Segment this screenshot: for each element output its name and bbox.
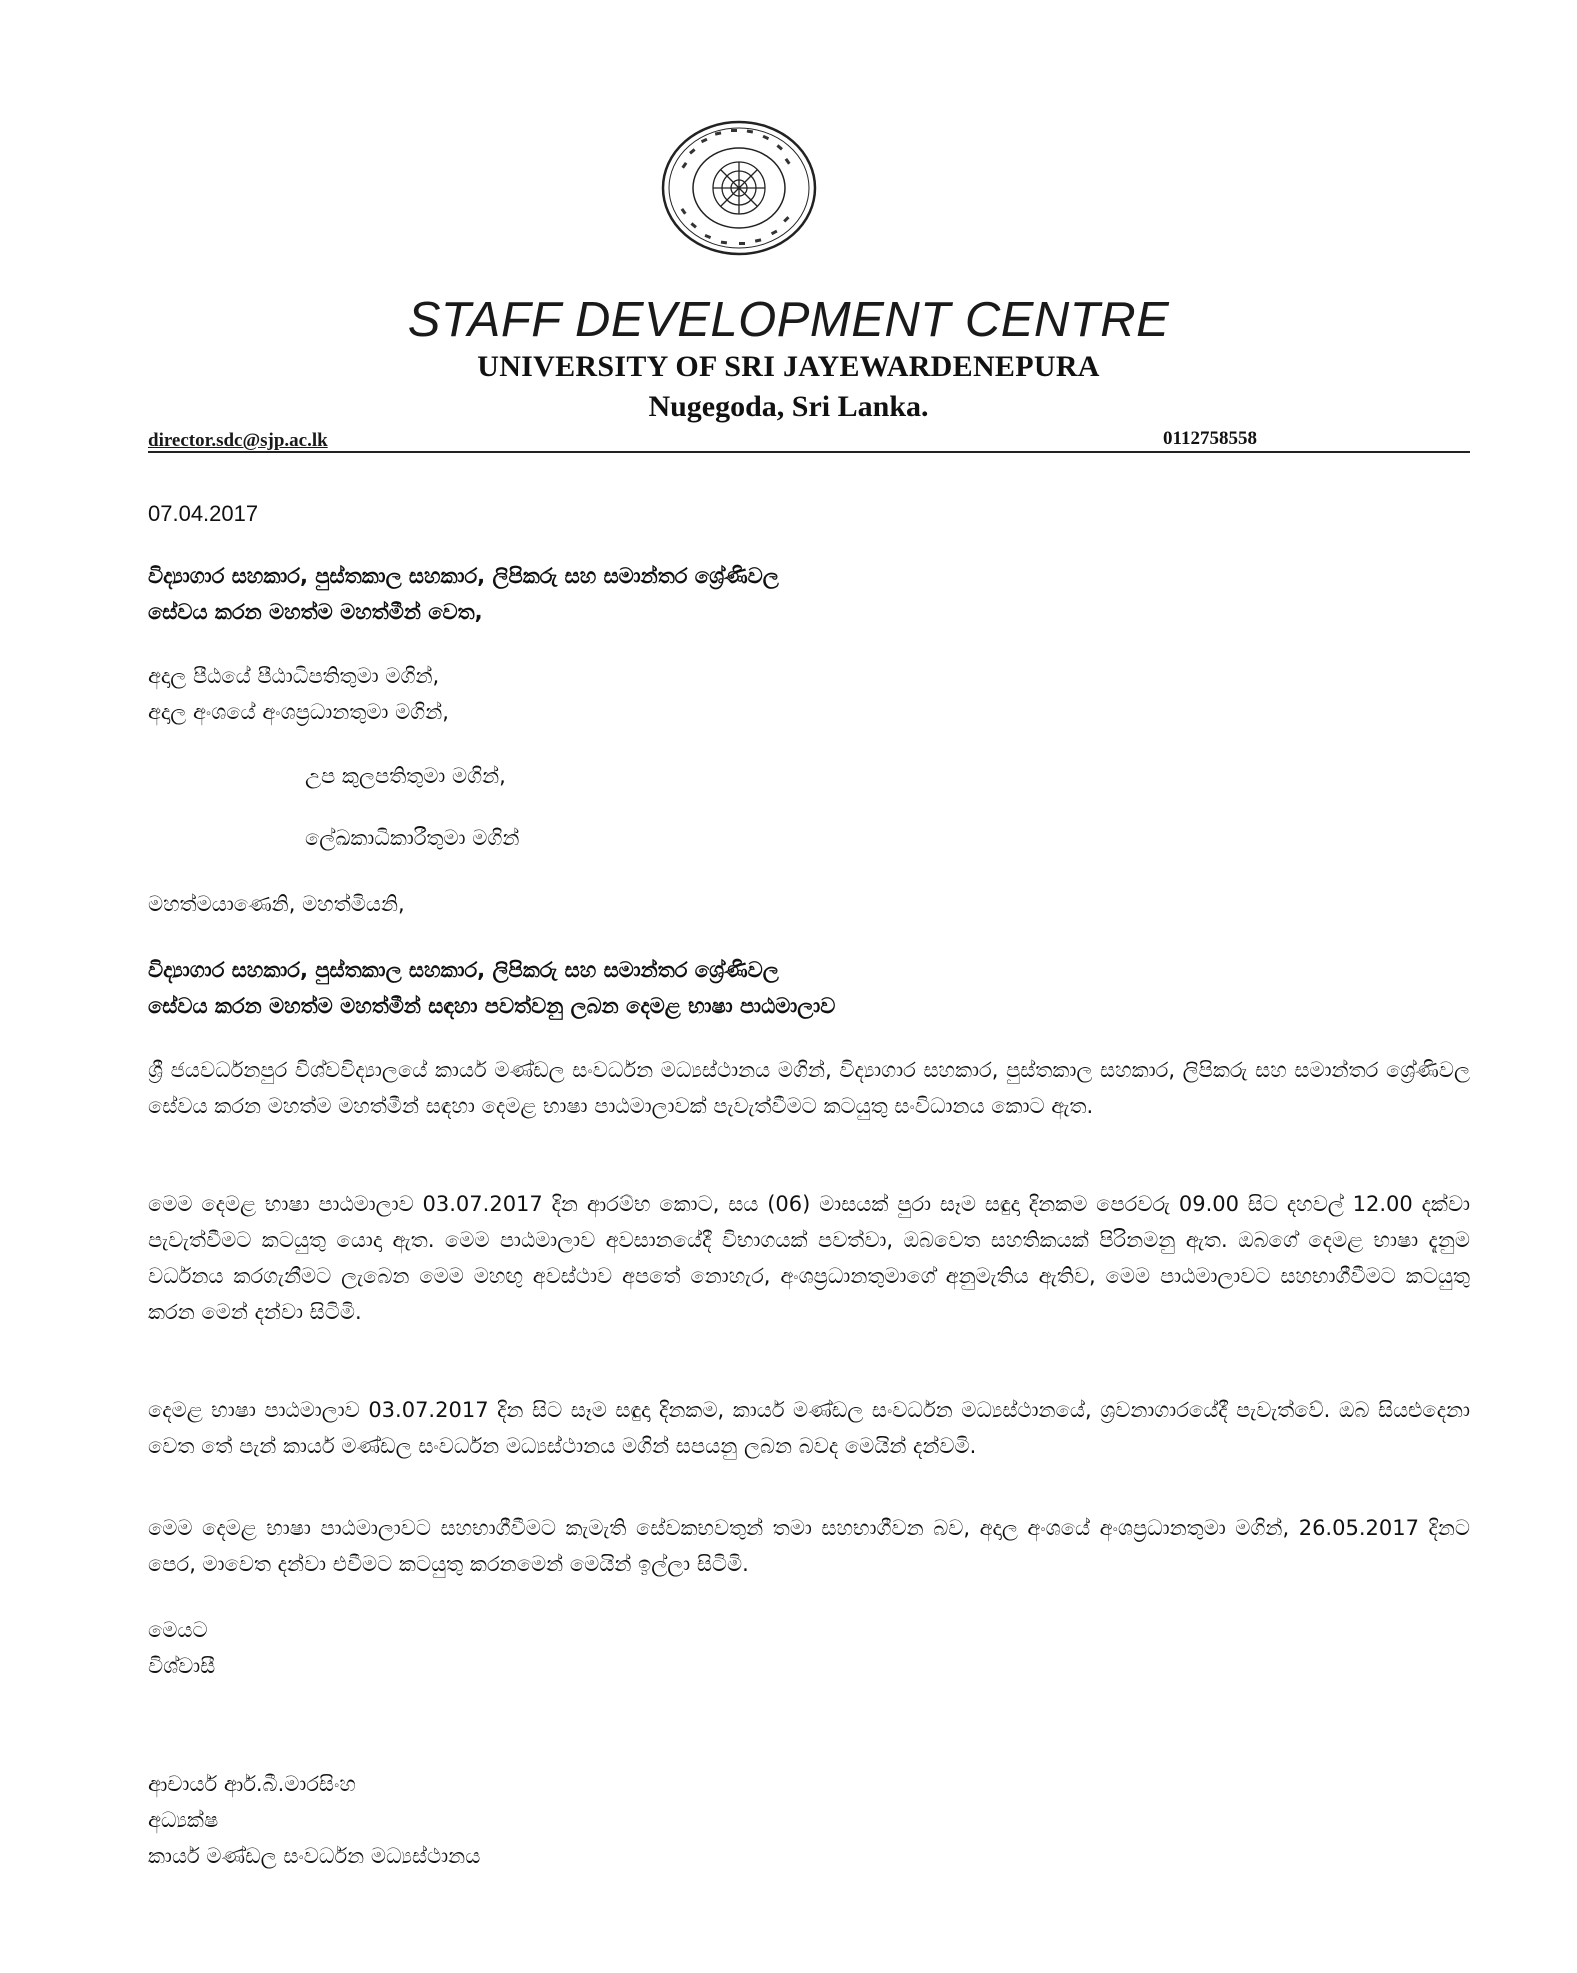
university-location: Nugegoda, Sri Lanka. — [648, 390, 929, 423]
header-divider — [148, 451, 1470, 453]
via-head-of-department: අදාල අංශයේ අංශප්‍රධානතුමා මගින්, — [148, 700, 449, 724]
closing-line-1: මෙයට — [148, 1618, 208, 1642]
via-dean: අදාල පීඨයේ පීඨාධිපතිතුමා මගින්, — [148, 664, 440, 688]
via-registrar: ලේඛකාධිකාරීතුමා මගින් — [305, 826, 520, 850]
body-paragraph-2: මෙම දෙමළ භාෂා පාඨමාලාව 03.07.2017 දින ආරම්භ කොට, සය (06) මාසයක් පුරා සෑම සඳුදා දිනකම පෙරවරු 09.00 සිට දහවල් 12.00 දක්වා පැවැත්වීමට කටයුතු යොදා ඇත. මෙම පාඨමාලාව අවසානයේදී විභාගයක් පවත්වා, ඔබවෙත සහතිකයක් පිරිනමනු ඇත. ඔබගේ දෙමළ භාෂා දැනුම වර්ධනය කරගැනීමට ලැබෙන මෙම මහඟු අවස්ථාව අපතේ නොහැර, අංශප්‍රධානතුමාගේ අනුමැතිය ඇතිව, මෙම පාඨමාලාවට සහභාගීවීමට කටයුතු කරන මෙන් දන්වා සිටිමි. — [148, 1192, 1470, 1324]
email-link[interactable]: director.sdc@sjp.ac.lk — [148, 430, 328, 451]
addressee-line-1: විද්‍යාගාර සහකාර, පුස්තකාල සහකාර, ලිපිකරු සහ සමාන්තර ශ්‍රේණිවල — [148, 564, 779, 588]
letter-date: 07.04.2017 — [148, 501, 259, 526]
signatory-title: අධ්‍යක්ෂ — [148, 1808, 219, 1832]
body-paragraph-4: මෙම දෙමළ භාෂා පාඨමාලාවට සහභාගීවීමට කැමැති සේවකභවතුන් තමා සහභාගීවන බව, අදාල අංශයේ අංශප්‍රධානතුමා මගින්, 26.05.2017 දිනට පෙර, මාවෙත දන්වා එවීමට කටයුතු කරනමෙන් මෙයින් ඉල්ලා සිටිමි. — [148, 1516, 1470, 1576]
addressee-line-2: සේවය කරන මහත්ම මහත්මීන් වෙත, — [148, 600, 483, 624]
subject-line-1: විද්‍යාගාර සහකාර, පුස්තකාල සහකාර, ලිපිකරු සහ සමාන්තර ශ්‍රේණිවල — [148, 958, 779, 982]
signatory-office: කාර්ය මණ්ඩල සංවර්ධන මධ්‍යස්ථානය — [148, 1844, 481, 1868]
university-seal-logo — [659, 118, 819, 258]
subject-line-2: සේවය කරන මහත්ම මහත්මීන් සඳහා පවත්වනු ලබන දෙමළ භාෂා පාඨමාලාව — [148, 994, 836, 1018]
body-paragraph-3: දෙමළ භාෂා පාඨමාලාව 03.07.2017 දින සිට සෑම සඳුදා දිනකම, කාර්ය මණ්ඩල සංවර්ධන මධ්‍යස්ථානයේ, ශ්‍රවනාගාරයේදී පැවැත්වේ. ඔබ සියළුදෙනා වෙත තේ පැන් කාර්ය මණ්ඩල සංවර්ධන මධ්‍යස්ථානය මගින් සපයනු ලබන බවද මෙයින් දන්වමි. — [148, 1398, 1470, 1458]
centre-title: STAFF DEVELOPMENT CENTRE — [407, 293, 1170, 347]
university-name: UNIVERSITY OF SRI JAYEWARDENEPURA — [477, 350, 1100, 383]
closing-line-2: විශ්වාසී — [148, 1654, 216, 1678]
via-vice-chancellor: උප කුලපතිතුමා මගින්, — [305, 764, 506, 788]
body-paragraph-1: ශ්‍රී ජයවර්ධනපුර විශ්වවිද්‍යාලයේ කාර්ය මණ්ඩල සංවර්ධන මධ්‍යස්ථානය මගින්, විද්‍යාගාර සහකාර, පුස්තකාල සහකාර, ලිපිකරු සහ සමාන්තර ශ්‍රේණිවල සේවය කරන මහත්ම මහත්මීන් සඳහා දෙමළ භාෂා පාඨමාලාවක් පැවැත්වීමට කටයුතු සංවිධානය කොට ඇත. — [148, 1058, 1470, 1118]
salutation: මහත්මයාණෙනි, මහත්මියනි, — [148, 892, 405, 916]
phone-number: 0112758558 — [1163, 428, 1257, 449]
signatory-name: ආචාර්ය ආර්.බී.මාරසිංහ — [148, 1772, 356, 1796]
